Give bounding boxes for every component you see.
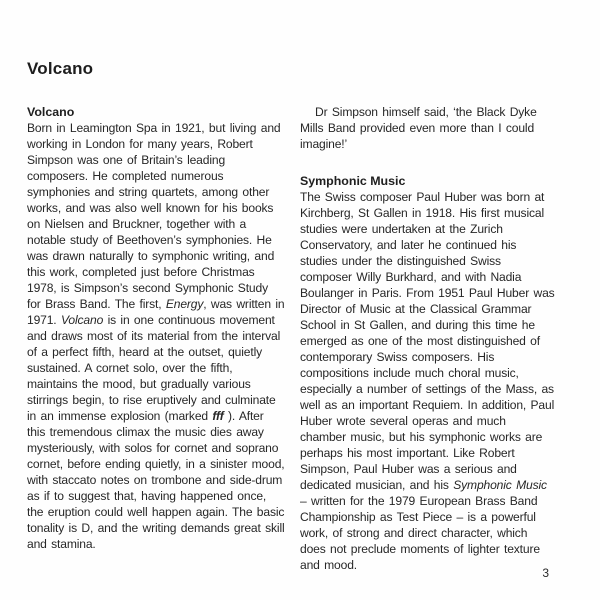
right-column — [300, 104, 556, 573]
left-column-paragraph: Born in Leamington Spa in 1921, but living and working in London for many years, Robert Simpson was one of Britain’s leading composers. He completed numerous symphonies and string quartets, among other works, and was also well known for his books on Nielsen and Bruckner, together with a notable study of Beethoven’s symphonies. He was drawn naturally to symphonic writing, and this work, completed just before Christmas 1978, is Simpson’s second Symphonic Study for Brass Band. The first, Energy, was written in 1971. Volcano is in one continuous movement and draws most of its material from the interval of a perfect fifth, heard at the outset, quietly sustained. A cornet solo, over the fifth, maintains the mood, but gradually various stirrings begin, to rise eruptively and culminate in an immense explosion (marked fff ). After this tremendous climax the music dies away mysteriously, with solos for cornet and soprano cornet, before ending quietly, in a sinister mood, with staccato notes on trombone and side-drum as if to suggest that, having happened once, the eruption could well happen again. The basic tonality is D, and the writing demands great skill and stamina. — [27, 121, 285, 551]
right-column-paragraph: The Swiss composer Paul Huber was born at Kirchberg, St Gallen in 1918. His first musical studies were undertaken at the Zurich Conservatory, and later he continued his studies under the distinguished Swiss composer Willy Burkhard, and with Nadia Boulanger in Paris. From 1951 Paul Huber was Director of Music at the Classical Grammar School in St Gallen, and during this time he emerged as one of the most distinguished of contemporary Swiss composers. His compositions include much choral music, especially a number of settings of the Mass, as well as an important Requiem. In addition, Paul Huber wrote several operas and much chamber music, but his symphonic works are perhaps his most important. Like Robert Simpson, Paul Huber was a serious and dedicated musician, and his Symphonic Music – written for the 1979 European Brass Band Championship as Test Piece – is a powerful work, of strong and direct character, which does not preclude moments of lighter texture and mood. — [300, 190, 555, 572]
right-column-heading: Symphonic Music — [300, 174, 406, 188]
right-column-continuation-paragraph: Dr Simpson himself said, ‘the Black Dyke Mills Band provided even more than I could imagine!’ — [300, 105, 537, 151]
left-column — [27, 104, 285, 573]
text-columns — [27, 104, 556, 573]
page-title: Volcano — [27, 59, 94, 78]
left-column-heading: Volcano — [27, 105, 75, 119]
page-number: 3 — [542, 566, 549, 580]
